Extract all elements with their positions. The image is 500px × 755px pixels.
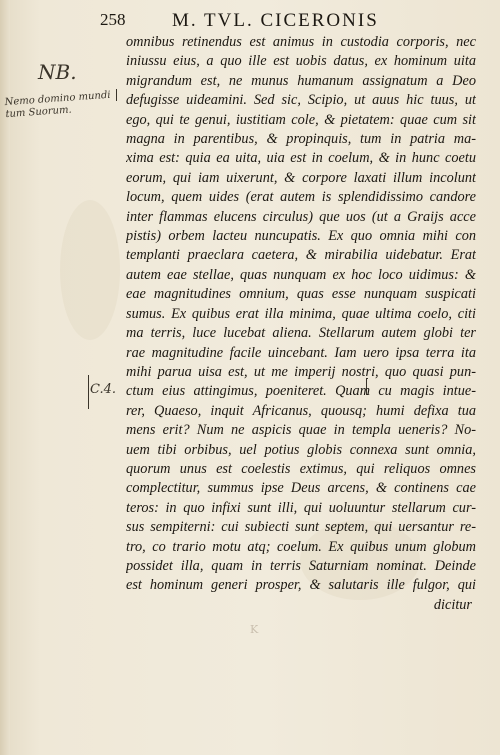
text-line: complectitur, summus ipse Deus arcens, & continens cae [126, 480, 476, 497]
text-line: iniussu eius, a quo ille est uobis datus, ex hominum uita [126, 53, 476, 70]
margin-bracket [88, 375, 90, 409]
text-line: templanti praeclara caetera, & mirabilia uidebatur. Erat [126, 247, 476, 264]
text-line: rer, Quaeso, inquit Africanus, quousq; humi defixa tua [126, 402, 476, 419]
marginal-note-latin: Nemo domino mundi tum Suorum. [4, 89, 111, 121]
text-line: ma terris, luce lucebat aliena. Stellarum autem globi ter [126, 325, 476, 342]
marginal-chapter-mark: C.4. [90, 382, 117, 397]
text-line: pistis) orbem lacteu nuncupatis. Ex quo omnia mihi con [126, 228, 476, 245]
margin-bracket [116, 89, 123, 101]
catchword: dicitur [433, 596, 472, 613]
text-line: teros: in quo infixi sunt illi, qui uoluuntur stellarum cur- [126, 499, 476, 516]
text-line: mihi parua uisa est, ut me imperij nostri, quo quasi pun- [126, 363, 476, 380]
text-line: inter flammas elucens circulus) que uos (ut a Graijs acce [126, 208, 476, 225]
text-line: magna in parentibus, & propinquis, tum in patria ma- [126, 131, 476, 148]
text-line: migrandum est, ne munus humanum assignatum a Deo [126, 72, 476, 89]
text-line: uem tibi orbibus, uel potius globis connexa sunt omnia, [126, 441, 476, 458]
text-line: autem eae stellae, quas nunquam ex hoc loco uidimus: & [126, 266, 476, 283]
text-line: locum, quem uides (erat autem is splendidissimo candore [126, 189, 476, 206]
text-line: sus sempiterni: cui subiecti sunt septem, qui uersantur re- [126, 519, 476, 536]
text-line: defugisse uideamini. Sed sic, Scipio, ut auus hic tuus, ut [126, 92, 476, 109]
text-line: quorum unus est coelestis extimus, qui reliquos omnes [126, 460, 476, 477]
text-line: eorum, qui iam uixerunt, & corpore laxati illum incolunt [126, 169, 476, 186]
page-number: 258 [100, 10, 126, 29]
marginal-note-nb: NB. [38, 60, 77, 84]
text-line: eae magnitudines omnium, quas esse nunquam suspicati [126, 286, 476, 303]
text-line: est hominum generi prosper, & salutaris ille fulgor, qui [126, 577, 476, 594]
paper-stain [60, 200, 120, 340]
text-line: tro, co trario motu atq; coelum. Ex quibus unum globum [126, 538, 476, 555]
text-line: rae magnitudine facile uincebant. Iam uero ipsa terra ita [126, 344, 476, 361]
running-head: M. TVL. CICERONIS [172, 10, 379, 31]
text-line: ctum eius attingimus, poeniteret. Quam cu magis intue- [126, 383, 476, 400]
text-line: xima est: quia ea uita, uia est in coelum, & in hunc coetu [126, 150, 476, 167]
body-text [126, 33, 476, 615]
bleed-through-mark: K [250, 623, 259, 636]
text-line: sumus. Ex quibus erat illa minima, quae ultima coelo, citi [126, 305, 476, 322]
text-line: possidet illa, quam in terris Saturniam nominat. Deinde [126, 557, 476, 574]
text-line: ego, qui te genui, iustitiam cole, & pietatem: quae cum sit [126, 111, 476, 128]
text-line: mens erit? Num ne aspicis quae in templa ueneris? No- [126, 422, 476, 439]
text-line: omnibus retinendus est animus in custodia corporis, nec [126, 34, 476, 50]
